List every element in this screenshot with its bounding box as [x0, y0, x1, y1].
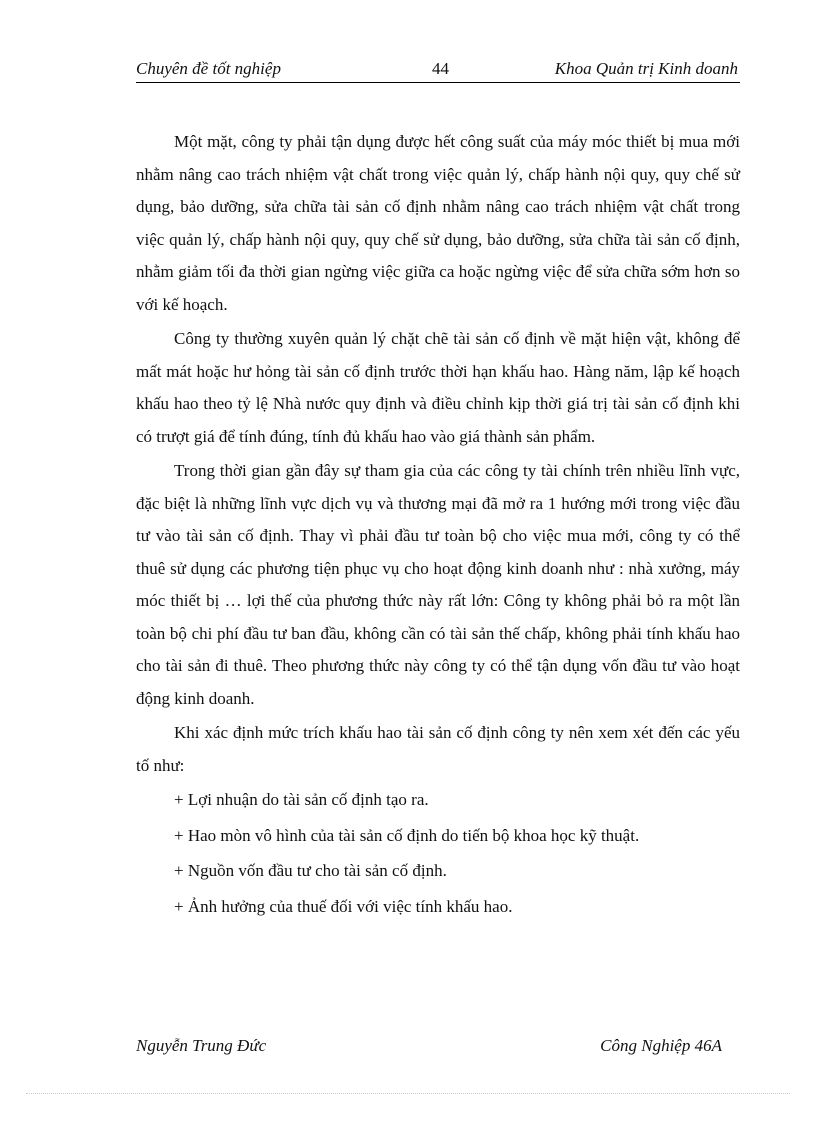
paragraph: Trong thời gian gần đây sự tham gia của các công ty tài chính trên nhiều lĩnh vực, đặc biệt là những lĩnh vực dịch vụ và thương mại đã mở ra 1 hướng mới trong việc đầu tư vào tài sản cố định. Thay vì phải đầu tư toàn bộ cho việc mua mới, công ty có thể thuê sử dụng các phương tiện phục vụ cho hoạt động kinh doanh như : nhà xưởng, máy móc thiết bị … lợi thế của phương thức này rất lớn: Công ty không phải bỏ ra một lần toàn bộ chi phí đầu tư ban đầu, không cần có tài sản thế chấp, không phải tính khấu hao cho tài sản đi thuê. Theo phương thức này công ty có thể tận dụng vốn đầu tư vào hoạt động kinh doanh.: [136, 461, 740, 708]
footer-author: Nguyễn Trung Đức: [136, 1036, 267, 1055]
list-item: + Hao mòn vô hình của tài sản cố định do tiến bộ khoa học kỹ thuật.: [174, 825, 640, 845]
list-item: + Nguồn vốn đầu tư cho tài sản cố định.: [174, 861, 447, 880]
paragraph: Một mặt, công ty phải tận dụng được hết công suất của máy móc thiết bị mua mới nhằm nâng cao trách nhiệm vật chất trong việc quản lý, chấp hành nội quy, quy chế sử dụng, bảo dưỡng, sửa chữa tài sản cố định nhằm nâng cao trách nhiệm vật chất trong việc quản lý, chấp hành nội quy, quy chế sử dụng, bảo dưỡng, sửa chữa tài sản cố định, nhằm giảm tối đa thời gian ngừng việc giữa ca hoặc ngừng việc để sửa chữa sớm hơn so với kế hoạch.: [136, 132, 740, 314]
page-footer: [136, 1036, 740, 1060]
list-item: + Lợi nhuận do tài sản cố định tạo ra.: [174, 790, 429, 809]
list-item: + Ảnh hưởng của thuế đối với việc tính khấu hao.: [174, 896, 513, 916]
footer-class: Công Nghiệp 46A: [600, 1036, 722, 1055]
paragraph: Công ty thường xuyên quản lý chặt chẽ tài sản cố định về mặt hiện vật, không để mất mát hoặc hư hỏng tài sản cố định trước thời hạn khấu hao. Hàng năm, lập kế hoạch khấu hao theo tỷ lệ Nhà nước quy định và điều chỉnh kịp thời giá trị tài sản cố định khi có trượt giá để tính đúng, tính đủ khấu hao vào giá thành sản phẩm.: [136, 329, 740, 446]
header-page-number: 44: [432, 59, 449, 78]
page-body: [136, 126, 740, 926]
paragraph: Khi xác định mức trích khấu hao tài sản cố định công ty nên xem xét đến các yếu tố như:: [136, 723, 740, 775]
header-document-title: Chuyên đề tốt nghiệp: [136, 59, 281, 78]
page-header: [136, 56, 740, 83]
header-faculty: Khoa Quản trị Kinh doanh: [554, 59, 738, 78]
page-bottom-divider: [26, 1093, 790, 1094]
